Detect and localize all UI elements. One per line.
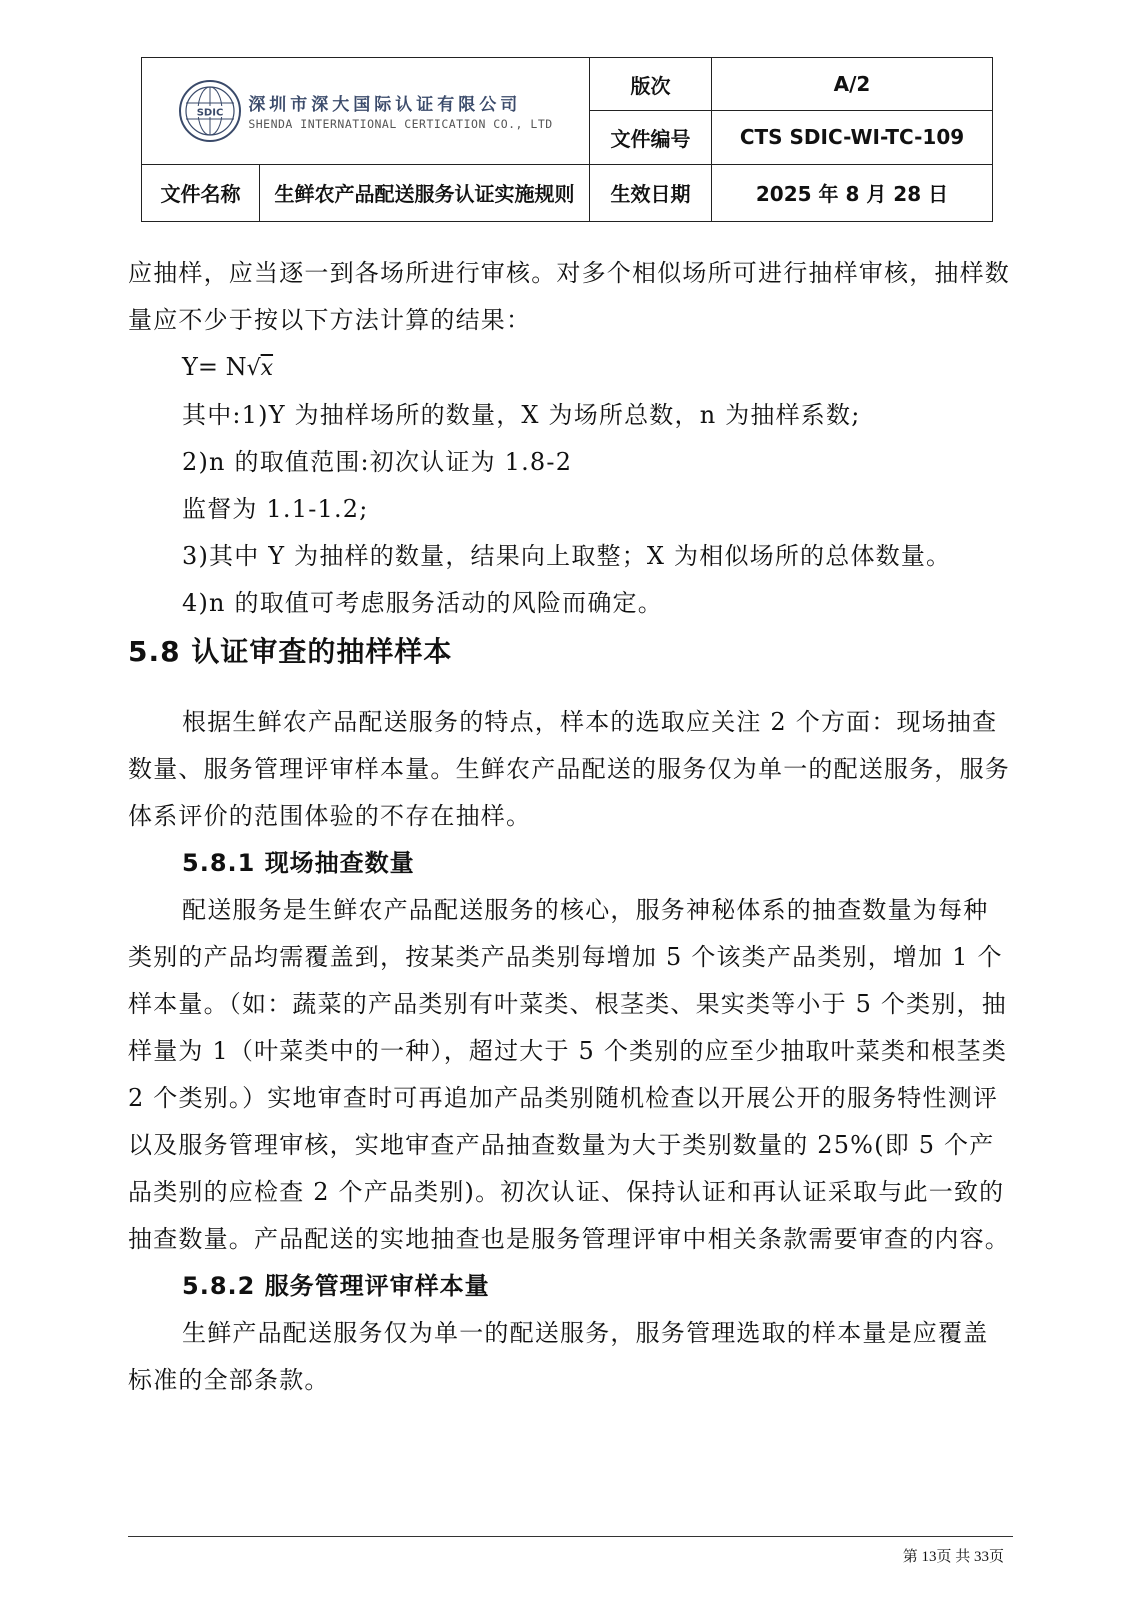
company-logo-icon [178, 79, 242, 143]
company-logo-cell [142, 58, 590, 165]
formula-lhs: Y= N [182, 353, 247, 381]
section-heading-5-8: 5.8 认证审查的抽样样本 [128, 635, 453, 668]
docno-label: 文件编号 [590, 111, 712, 164]
section-heading-5-8-2: 5.8.2 服务管理评审样本量 [182, 1272, 490, 1300]
docname-label: 文件名称 [142, 164, 260, 221]
docno-value: CTS SDIC-WI-TC-109 [712, 111, 993, 164]
company-name-en: SHENDA INTERNATIONAL CERTICATION CO., LTD [248, 117, 553, 132]
formula-note-1: 其中:1)Y 为抽样场所的数量，X 为场所总数，n 为抽样系数; [182, 401, 861, 429]
paragraph-5-8-2: 生鲜产品配送服务仅为单一的配送服务，服务管理选取的样本量是应覆盖标准的全部条款。 [128, 1319, 989, 1394]
formula-radicand: x [260, 356, 274, 381]
company-name-cn: 深圳市深大国际认证有限公司 [248, 95, 522, 116]
docname-value: 生鲜农产品配送服务认证实施规则 [260, 164, 590, 221]
version-value: A/2 [712, 58, 993, 111]
formula-note-5: 4)n 的取值可考虑服务活动的风险而确定。 [182, 589, 663, 617]
sampling-formula [128, 344, 1013, 392]
logo-text: SDIC [197, 107, 224, 119]
document-body [128, 250, 1013, 1404]
formula-note-4: 3)其中 Y 为抽样的数量，结果向上取整；X 为相似场所的总体数量。 [182, 542, 952, 570]
formula-sqrt: √x [246, 356, 274, 381]
version-label: 版次 [590, 58, 712, 111]
document-header-table [141, 57, 993, 222]
paragraph-5-8-1: 配送服务是生鲜农产品配送服务的核心，服务神秘体系的抽查数量为每种类别的产品均需覆盖到，按某类产品类别每增加 5 个该类产品类别，增加 1 个样本量。（如：蔬菜的产品类别有叶菜类、根茎类、果实类等小于 5 个类别，抽样量为 1（叶菜类中的一种），超过大于 5 个类别的应至少抽取叶菜类和根茎类 2 个类别。）实地审查时可再追加产品类别随机检查以开展公开的服务特性测评以及服务管理审核，实地审查产品抽查数量为大于类别数量的 25%(即 5 个产品类别的应检查 2 个产品类别)。初次认证、保持认证和再认证采取与此一致的抽查数量。产品配送的实地抽查也是服务管理评审中相关条款需要审查的内容。 [128, 896, 1010, 1253]
footer-divider [128, 1536, 1013, 1537]
effective-date-label: 生效日期 [590, 164, 712, 221]
paragraph-5-8: 根据生鲜农产品配送服务的特点，样本的选取应关注 2 个方面：现场抽查数量、服务管理评审样本量。生鲜农产品配送的服务仅为单一的配送服务，服务体系评价的范围体验的不存在抽样。 [128, 708, 1010, 830]
formula-note-2: 2)n 的取值范围:初次认证为 1.8-2 [182, 448, 573, 476]
formula-note-3: 监督为 1.1-1.2; [182, 495, 369, 523]
page-number: 第 13页 共 33页 [902, 1549, 1004, 1565]
paragraph-sampling-intro: 应抽样，应当逐一到各场所进行审核。对多个相似场所可进行抽样审核，抽样数量应不少于按以下方法计算的结果： [128, 259, 1010, 334]
section-heading-5-8-1: 5.8.1 现场抽查数量 [182, 849, 415, 877]
effective-date-value: 2025 年 8 月 28 日 [712, 164, 993, 221]
